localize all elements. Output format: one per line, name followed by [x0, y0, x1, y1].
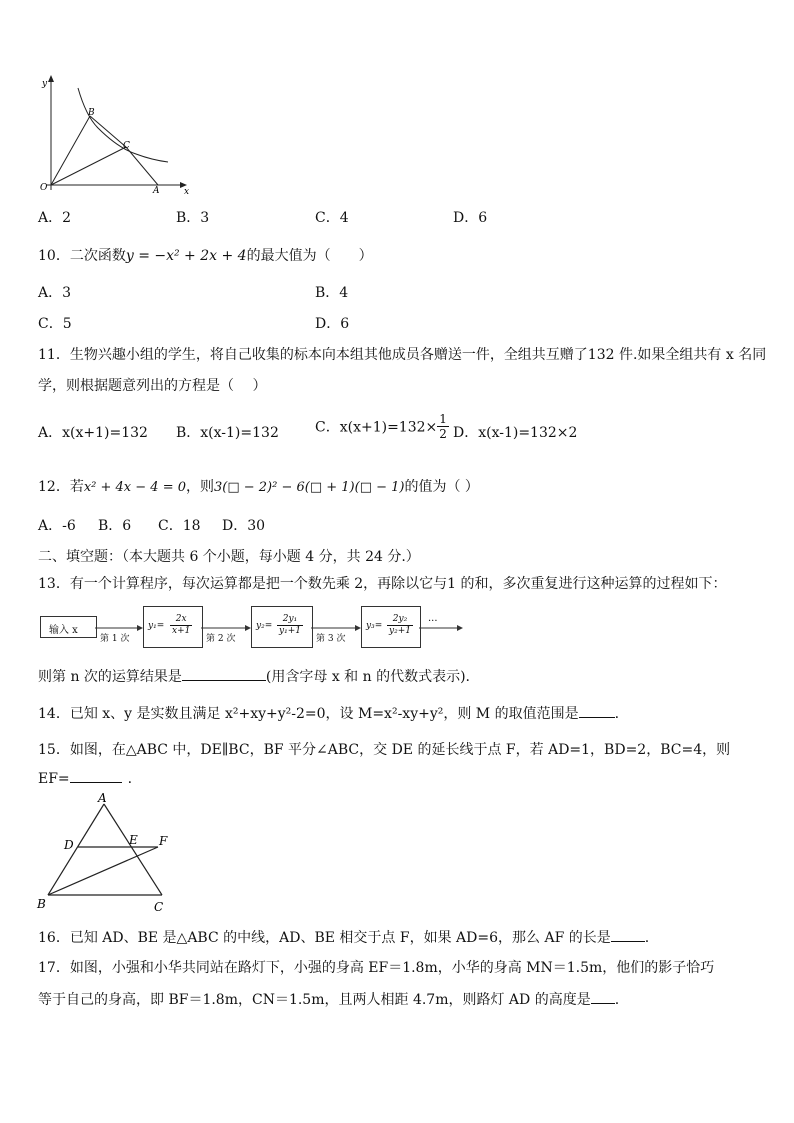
- q14-end: .: [614, 706, 620, 722]
- q11-fraction-num: 1: [439, 412, 447, 426]
- q13-answer-blank[interactable]: [182, 680, 266, 681]
- q15-triangle-figure: [34, 792, 174, 914]
- label-y: y: [42, 79, 48, 89]
- side-ab: [48, 804, 104, 895]
- q12-prefix: 12．若: [38, 479, 84, 495]
- q11-option-b: B．x(x-1)=132: [176, 425, 279, 441]
- q11-option-c-text: C．x(x+1)=132×: [315, 419, 438, 436]
- q10-option-b: B．4: [315, 285, 349, 301]
- q10-option-c: C．5: [38, 316, 72, 332]
- label-x: x: [184, 187, 190, 197]
- q15-stem: 15．如图，在△ABC 中，DE∥BC，BF 平分∠ABC，交 DE 的延长线于点 F，若 AD=1，BD=2，BC=4，则: [38, 742, 731, 758]
- q17-answer-blank[interactable]: [591, 1003, 615, 1004]
- flow-box-2: [251, 606, 313, 648]
- q13-stem: 13．有一个计算程序，每次运算都是把一个数先乘 2，再除以它与1 的和，多次重复进行这种运算的过程如下：: [38, 576, 727, 592]
- q9-graph: [34, 72, 196, 200]
- q12-option-d: D．30: [222, 518, 266, 534]
- q14-stem: [38, 703, 619, 723]
- q15-ef-label: EF=: [38, 771, 70, 787]
- label-a: A: [98, 792, 107, 805]
- q10-option-d: D．6: [315, 316, 350, 332]
- label-b: B: [88, 108, 95, 118]
- flow-step-2: 第 2 次: [206, 634, 236, 644]
- flow-box-3-lhs: y₃=: [366, 621, 383, 631]
- q13-flowchart: [38, 604, 468, 652]
- q12-expression: 3(□ − 2)² − 6(□ + 1)(□ − 1): [214, 480, 405, 495]
- q12-suffix: 的值为（ ）: [404, 479, 479, 495]
- q14-text: 14．已知 x、y 是实数且满足 x²+xy+y²-2=0，设 M=x²-xy+y²，则 M 的取值范围是: [38, 706, 579, 722]
- segment-ca: [126, 147, 158, 185]
- label-b: B: [37, 897, 46, 911]
- q15-end: .: [127, 771, 133, 787]
- q13-answer: [38, 666, 470, 686]
- flow-box-3-num: 2y₂: [387, 614, 413, 626]
- q10-stem: [38, 245, 373, 265]
- q12-stem: [38, 476, 479, 496]
- flow-arrow-4: [419, 624, 463, 632]
- section-2-heading: 二、填空题：（本大题共 6 个小题，每小题 4 分，共 24 分.）: [38, 549, 420, 565]
- q11-option-a: A．x(x+1)=132: [38, 425, 148, 441]
- q17-line1: 17．如图，小强和小华共同站在路灯下，小强的身高 EF＝1.8m，小华的身高 MN＝1.5m，他们的影子恰巧: [38, 960, 715, 976]
- q10-option-a: A．3: [38, 285, 72, 301]
- q9-option-d: D．6: [453, 210, 488, 226]
- q9-option-c: C．4: [315, 210, 349, 226]
- q15-line2: [38, 771, 132, 787]
- q11-option-d: D．x(x-1)=132×2: [453, 425, 578, 441]
- q12-option-a: A．-6: [38, 518, 76, 534]
- flow-box-1-fraction: [170, 614, 192, 637]
- q14-answer-blank[interactable]: [579, 717, 615, 718]
- label-o: O: [40, 183, 48, 193]
- flow-box-2-den: y₁+1: [279, 626, 301, 636]
- q13-answer-prefix: 则第 n 次的运算结果是: [38, 669, 182, 685]
- q11-fraction-den: 2: [439, 427, 447, 441]
- label-c: C: [123, 141, 130, 151]
- flow-box-1-den: x+1: [172, 626, 191, 636]
- q9-option-a: A．2: [38, 210, 72, 226]
- q11-option-c: [315, 412, 449, 441]
- q13-answer-suffix: (用含字母 x 和 n 的代数式表示).: [265, 669, 471, 685]
- flow-box-2-num: 2y₁: [277, 614, 303, 626]
- flow-input-box: [40, 616, 97, 638]
- segment-bf: [48, 847, 158, 895]
- label-e: E: [129, 833, 138, 847]
- q11-line2: 学，则根据题意列出的方程是（ ）: [38, 378, 267, 394]
- label-d: D: [64, 838, 74, 852]
- flow-box-3-den: y₂+1: [389, 626, 411, 636]
- q12-option-c: C．18: [158, 518, 201, 534]
- q17-line2: [38, 989, 619, 1009]
- flow-box-1-num: 2x: [170, 614, 192, 626]
- q10-formula: y = −x² + 2x + 4: [125, 248, 247, 264]
- q16-stem: [38, 927, 649, 947]
- flow-input-label: 输入 x: [49, 625, 78, 636]
- q10-prefix: 10．二次函数: [38, 248, 126, 264]
- q16-end: .: [644, 930, 650, 946]
- flow-box-3-fraction: [387, 614, 413, 637]
- q11-option-c-fraction: [437, 412, 449, 441]
- q11-line1: 11．生物兴趣小组的学生，将自己收集的标本向本组其他成员各赠送一件，全组共互赠了132 件.如果全组共有 x 名同: [38, 347, 767, 363]
- q12-mid: ，则: [186, 479, 214, 495]
- q16-answer-blank[interactable]: [611, 941, 645, 942]
- q9-option-b: B．3: [176, 210, 210, 226]
- flow-step-3: 第 3 次: [316, 634, 346, 644]
- flow-box-1-lhs: y₁=: [148, 621, 165, 631]
- q16-text: 16．已知 AD、BE 是△ABC 的中线，AD、BE 相交于点 F，如果 AD=6，那么 AF 的长是: [38, 930, 611, 946]
- segment-bc: [90, 116, 126, 147]
- q17-text: 等于自己的身高，即 BF＝1.8m，CN＝1.5m，且两人相距 4.7m，则路灯 AD 的高度是: [38, 992, 591, 1008]
- label-a: A: [153, 186, 160, 196]
- label-c: C: [154, 900, 164, 914]
- flow-box-1: [143, 606, 203, 648]
- q12-option-b: B．6: [98, 518, 132, 534]
- flow-box-2-fraction: [277, 614, 303, 637]
- q15-answer-blank[interactable]: [70, 782, 122, 783]
- flow-box-3: [361, 606, 421, 648]
- y-axis-arrow: [48, 75, 54, 82]
- flow-step-1: 第 1 次: [100, 634, 130, 644]
- flow-ellipsis: ···: [428, 616, 438, 627]
- q10-suffix: 的最大值为（ ）: [246, 248, 373, 264]
- flow-box-2-lhs: y₂=: [256, 621, 273, 631]
- q17-end: .: [614, 992, 620, 1008]
- q12-condition: x² + 4x − 4 = 0: [83, 480, 186, 495]
- label-f: F: [159, 834, 168, 848]
